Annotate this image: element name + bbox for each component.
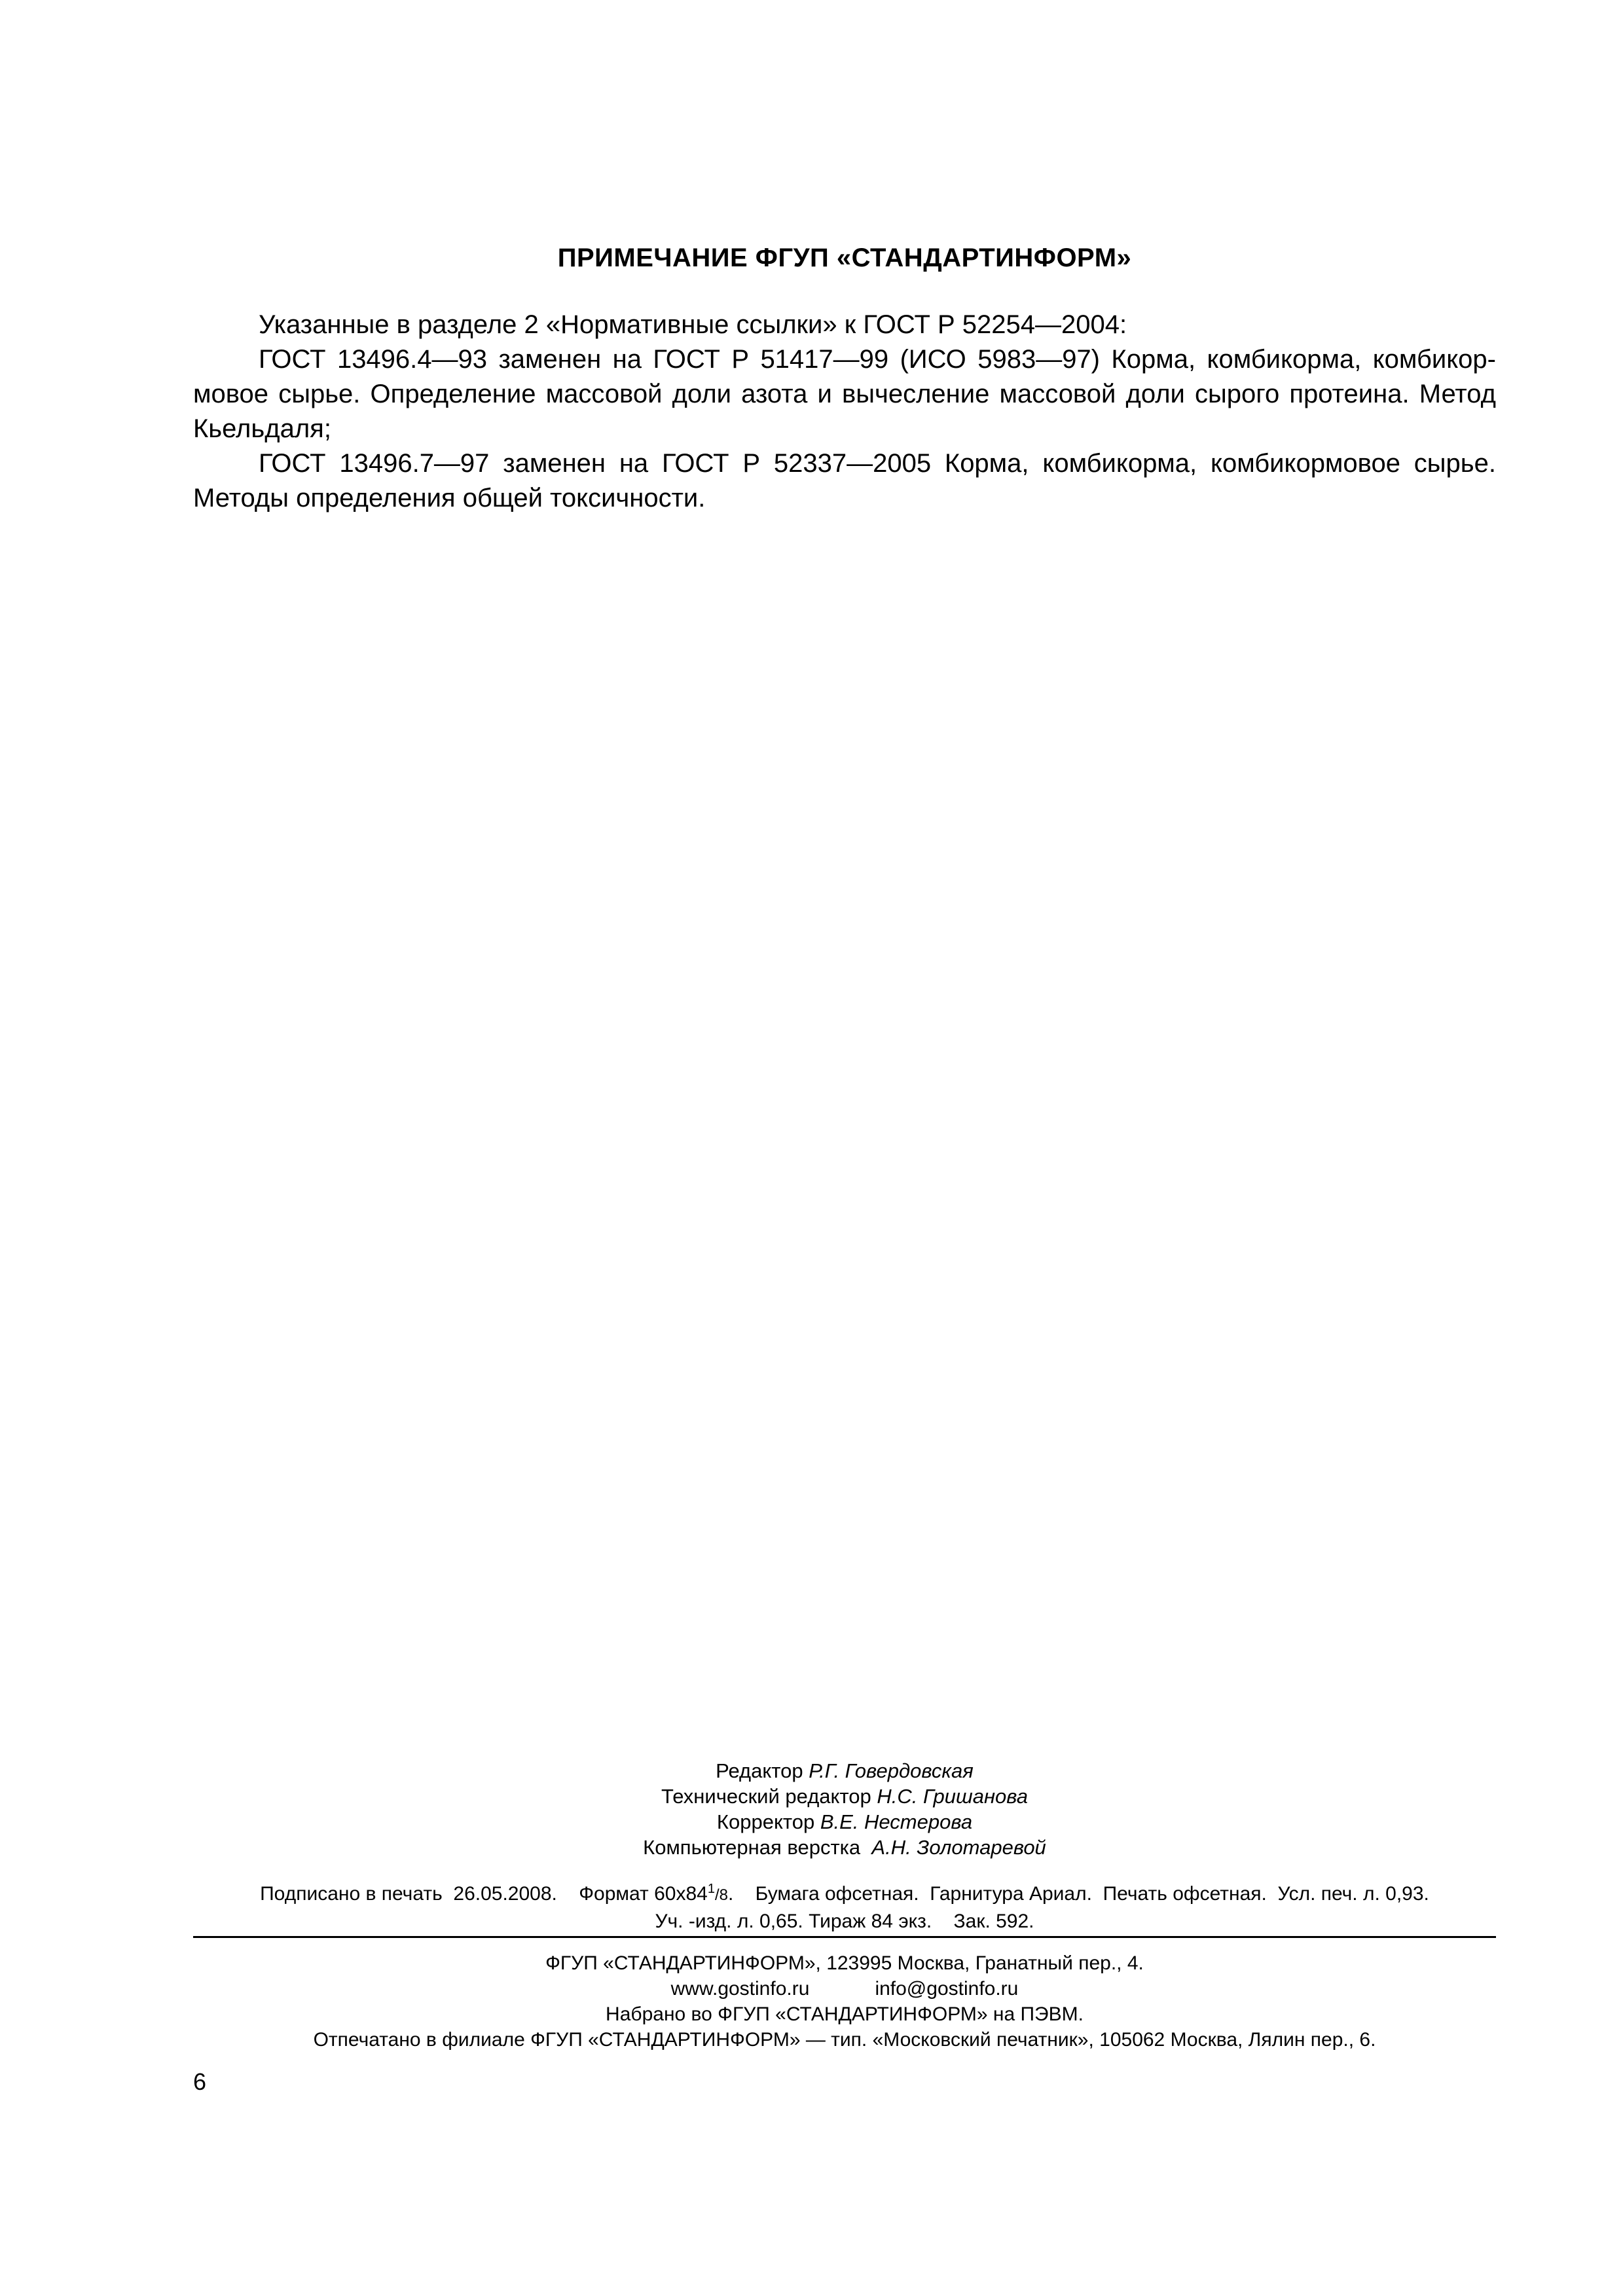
credit-name: Н.С. Гришанова bbox=[877, 1785, 1028, 1808]
imprint-line-2: Уч. -изд. л. 0,65. Тираж 84 экз. Зак. 592. bbox=[655, 1910, 1034, 1932]
credit-name: А.Н. Золотаревой bbox=[871, 1836, 1046, 1859]
note-title: ПРИМЕЧАНИЕ ФГУП «СТАНДАРТИНФОРМ» bbox=[557, 243, 1132, 272]
note-paragraph: Указанные в разделе 2 «Нормативные ссылки» к ГОСТ Р 52254—2004: bbox=[259, 310, 1127, 339]
imprint-block bbox=[193, 1876, 1496, 1935]
publisher-block bbox=[193, 1950, 1496, 2053]
credits-block bbox=[193, 1758, 1496, 1860]
credit-technical-editor bbox=[193, 1784, 1496, 1809]
credit-proofreader bbox=[193, 1809, 1496, 1835]
credit-role: Технический редактор bbox=[661, 1785, 871, 1808]
email-link[interactable]: info@gostinfo.ru bbox=[875, 1978, 1019, 2000]
credit-role: Редактор bbox=[716, 1759, 803, 1782]
imprint-line-1 bbox=[193, 1876, 1496, 1909]
credit-name: Р.Г. Говердовская bbox=[809, 1759, 974, 1782]
publisher-contacts bbox=[193, 1976, 1496, 2001]
credit-role: Корректор bbox=[716, 1810, 815, 1833]
format-fraction-numerator: 1 bbox=[707, 1882, 715, 1896]
credit-role: Компьютерная верстка bbox=[643, 1836, 861, 1859]
page-number: 6 bbox=[193, 2068, 207, 2095]
divider-rule bbox=[193, 1936, 1496, 1938]
credit-name: В.Е. Нестерова bbox=[820, 1810, 973, 1833]
imprint-text: . Бумага офсетная. Гарнитура Ариал. Печать офсетная. Усл. печ. л. 0,93. bbox=[727, 1883, 1429, 1905]
printed-info: Отпечатано в филиале ФГУП «СТАНДАРТИНФОРМ» — тип. «Московский печатник», 105062 Москва, Лялин пер., 6. bbox=[313, 2029, 1376, 2051]
format-fraction-denominator: /8 bbox=[714, 1886, 728, 1904]
publisher-address: ФГУП «СТАНДАРТИНФОРМ», 123995 Москва, Гранатный пер., 4. bbox=[545, 1952, 1144, 1974]
website-link[interactable]: www.gostinfo.ru bbox=[670, 1978, 810, 2000]
imprint-text: Подписано в печать 26.05.2008. Формат 60х84 bbox=[260, 1883, 708, 1905]
note-body bbox=[193, 308, 1496, 516]
typeset-info: Набрано во ФГУП «СТАНДАРТИНФОРМ» на ПЭВМ. bbox=[606, 2003, 1084, 2025]
credit-layout bbox=[193, 1835, 1496, 1860]
note-paragraph: ГОСТ 13496.4—93 заменен на ГОСТ Р 51417—99 (ИСО 5983—97) Корма, комбикорма, комбикормовое сырье. Определение массовой доли азота и вычесление массовой доли сырого протеина. Метод Кьельдаля; bbox=[193, 345, 1496, 443]
credit-editor bbox=[193, 1758, 1496, 1784]
note-paragraph: ГОСТ 13496.7—97 заменен на ГОСТ Р 52337—2005 Корма, комбикорма, комбикормовое сырье. Методы определения общей токсичности. bbox=[193, 449, 1496, 512]
